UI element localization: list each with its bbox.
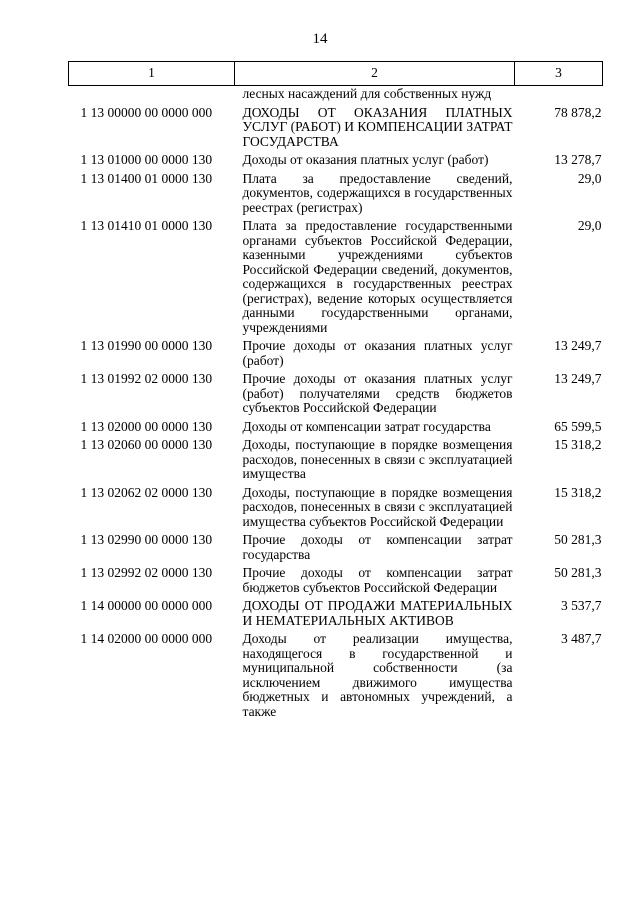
row-description: Доходы, поступающие в порядке возмещения расходов, понесенных в связи с эксплуатацией имущества субъектов Российской Федерации bbox=[242, 484, 513, 529]
row-code: 1 13 02990 00 0000 130 bbox=[80, 532, 213, 547]
row-description: Прочие доходы от компенсации затрат бюджетов субъектов Российской Федерации bbox=[242, 565, 513, 595]
table-row bbox=[69, 149, 603, 168]
table-body bbox=[69, 86, 603, 720]
row-description: Доходы от компенсации затрат государства bbox=[242, 418, 491, 434]
row-amount: 50 281,3 bbox=[554, 532, 602, 547]
row-amount: 78 878,2 bbox=[554, 104, 602, 120]
table-row bbox=[69, 482, 603, 530]
row-code: 1 13 01410 01 0000 130 bbox=[80, 218, 213, 233]
row-description: Доходы от оказания платных услуг (работ) bbox=[242, 152, 489, 167]
row-description: лесных насаждений для собственных нужд bbox=[242, 86, 492, 101]
row-amount bbox=[515, 86, 603, 102]
row-amount: 29,0 bbox=[577, 170, 602, 186]
budget-table bbox=[68, 61, 603, 719]
row-code: 1 13 01990 00 0000 130 bbox=[80, 338, 213, 353]
row-code: 1 13 02000 00 0000 130 bbox=[80, 418, 213, 434]
row-code bbox=[69, 86, 235, 102]
table-row bbox=[69, 102, 603, 150]
table-row bbox=[69, 86, 603, 102]
table-row bbox=[69, 368, 603, 416]
row-description: Доходы, поступающие в порядке возмещения расходов, понесенных в связи с эксплуатацией имущества bbox=[242, 437, 513, 481]
row-amount: 13 249,7 bbox=[554, 371, 602, 386]
row-code: 1 13 02992 02 0000 130 bbox=[80, 565, 213, 580]
row-amount: 15 318,2 bbox=[554, 484, 602, 500]
row-description: Плата за предоставление сведений, документов, содержащихся в государственных реестрах (регистрах) bbox=[242, 170, 513, 215]
row-description: ДОХОДЫ ОТ ПРОДАЖИ МАТЕРИАЛЬНЫХ И НЕМАТЕРИАЛЬНЫХ АКТИВОВ bbox=[242, 598, 513, 628]
table-row bbox=[69, 595, 603, 628]
row-amount: 29,0 bbox=[577, 218, 602, 233]
row-amount: 15 318,2 bbox=[554, 437, 602, 452]
row-code: 1 13 02060 00 0000 130 bbox=[80, 437, 213, 452]
header-col-3: 3 bbox=[515, 62, 603, 86]
row-code: 1 13 02062 02 0000 130 bbox=[80, 484, 213, 500]
row-code: 1 14 02000 00 0000 000 bbox=[80, 631, 213, 646]
table-row bbox=[69, 168, 603, 216]
row-description: ДОХОДЫ ОТ ОКАЗАНИЯ ПЛАТНЫХ УСЛУГ (РАБОТ) И КОМПЕНСАЦИИ ЗАТРАТ ГОСУДАРСТВА bbox=[242, 104, 513, 149]
row-amount: 3 487,7 bbox=[561, 631, 602, 646]
header-col-1: 1 bbox=[69, 62, 235, 86]
row-description: Прочие доходы от компенсации затрат государства bbox=[242, 532, 513, 562]
row-amount: 50 281,3 bbox=[554, 565, 602, 580]
header-row bbox=[69, 62, 603, 86]
row-amount: 65 599,5 bbox=[554, 418, 602, 434]
row-description: Плата за предоставление государственными органами субъектов Российской Федерации, казенными учреждениями субъектов Российской Федерации сведений, документов, содержащихся в государственных реестрах (регистрах), ведение которых осуществляется данными государственными органами, учреждениями bbox=[242, 218, 513, 335]
header-col-2: 2 bbox=[235, 62, 515, 86]
row-amount: 3 537,7 bbox=[561, 598, 602, 613]
row-code: 1 13 00000 00 0000 000 bbox=[80, 104, 213, 120]
page-number: 14 bbox=[312, 31, 328, 47]
table-row bbox=[69, 529, 603, 562]
table-row bbox=[69, 562, 603, 595]
table-row bbox=[69, 335, 603, 368]
table-row bbox=[69, 215, 603, 335]
row-code: 1 13 01992 02 0000 130 bbox=[80, 371, 213, 386]
table-row bbox=[69, 628, 603, 719]
table-header bbox=[69, 62, 603, 86]
table-row bbox=[69, 416, 603, 435]
row-amount: 13 249,7 bbox=[554, 338, 602, 353]
row-description: Прочие доходы от оказания платных услуг (работ) получателями средств бюджетов субъектов Российской Федерации bbox=[242, 371, 513, 415]
table-row bbox=[69, 434, 603, 482]
row-amount: 13 278,7 bbox=[554, 152, 602, 167]
row-description: Доходы от реализации имущества, находящегося в государственной и муниципальной собственности (за исключением движимого имущества бюджетных и автономных учреждений, а также bbox=[242, 631, 513, 719]
row-description: Прочие доходы от оказания платных услуг (работ) bbox=[242, 338, 513, 368]
row-code: 1 13 01400 01 0000 130 bbox=[80, 170, 213, 186]
row-code: 1 13 01000 00 0000 130 bbox=[80, 152, 213, 167]
row-code: 1 14 00000 00 0000 000 bbox=[80, 598, 213, 613]
